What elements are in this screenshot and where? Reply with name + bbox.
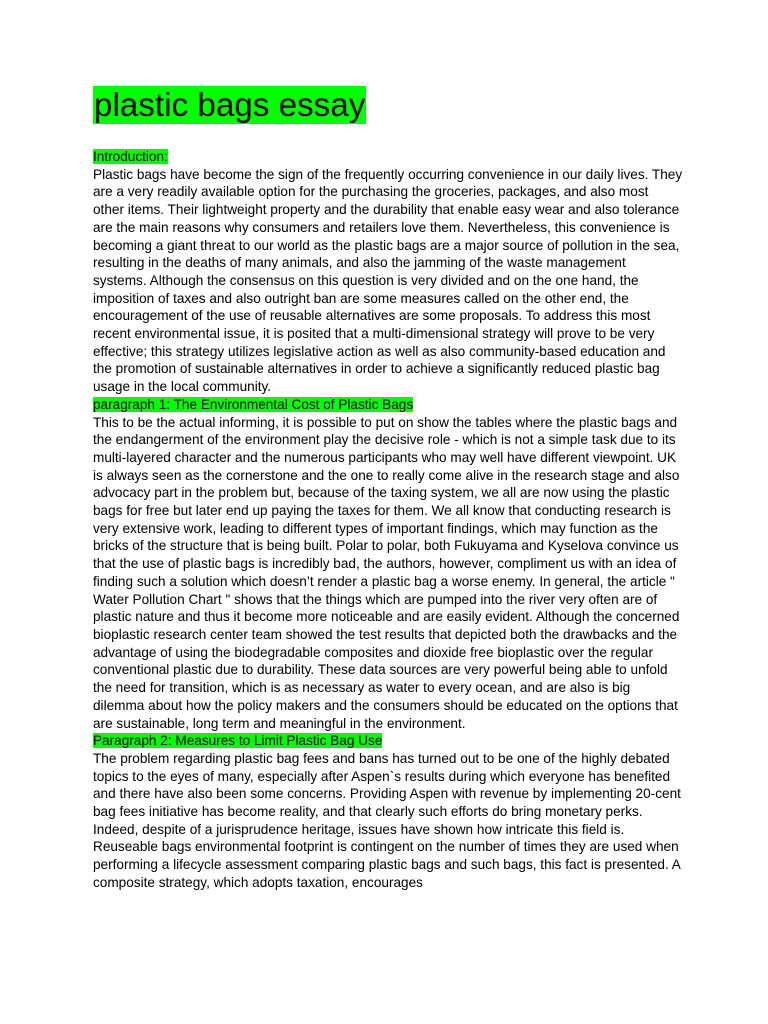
document-page [93,86,683,892]
section-paragraph: This to be the actual informing, it is possible to put on show the tables where the plastic bags and the endangerment of the environment play the decisive role - which is not a simple task due to its multi-layered character and the numerous participants who may well have different viewpoint. UK is always seen as the cornerstone and the one to really come alive in the research stage and also advocacy part in the problem but, because of the taxing system, we all are now using the plastic bags for free but later end up paying the taxes for them. We all know that conducting research is very extensive work, leading to different types of important findings, which may function as the bricks of the structure that is being built. Polar to polar, both Fukuyama and Kyselova convince us that the use of plastic bags is incredibly bad, the authors, however, compliment us with an idea of finding such a solution which doesn’t render a plastic bag a worse enemy. In general, the article " Water Pollution Chart " shows that the things which are pumped into the river very often are of plastic nature and thus it become more noticeable and are easily evident. Although the concerned bioplastic research center team showed the test results that depicted both the drawbacks and the advantage of using the biodegradable composites and dioxide free bioplastic over the regular conventional plastic due to durability. These data sources are very powerful being able to unfold the need for transition, which is as necessary as water to every ocean, and are also is big dilemma about how the policy makers and the consumers should be educated on the options that are sustainable, long term and meaningful in the environment. [93,414,680,731]
section-introduction [93,148,683,396]
document-title: plastic bags essay [94,86,366,123]
section-heading: Introduction: [93,149,168,164]
section-paragraph: The problem regarding plastic bag fees and bans has turned out to be one of the highly debated topics to the eyes of many, especially after Aspen`s results during which everyone has benefited and there have also been some concerns. Providing Aspen with revenue by implementing 20-cent bag fees initiative has become reality, and that clearly such efforts do bring monetary perks. Indeed, despite of a jurisprudence heritage, issues have shown how intricate this field is. Reuseable bags environmental footprint is contingent on the number of times they are used when performing a lifecycle assessment comparing plastic bags and such bags, this fact is presented. A composite strategy, which adopts taxation, encourages [93,750,681,890]
section-heading: Paragraph 2: Measures to Limit Plastic Bag Use [93,733,383,749]
section-heading: paragraph 1: The Environmental Cost of Plastic Bags [93,396,414,412]
section-paragraph-2 [93,732,683,891]
section-paragraph: Plastic bags have become the sign of the frequently occurring convenience in our daily lives. They are a very readily available option for the purchasing the groceries, packages, and also most other items. Their lightweight property and the durability that enable easy wear and also tolerance are the main reasons why consumers and retailers love them. Nevertheless, this convenience is becoming a giant threat to our world as the plastic bags are a major source of pollution in the sea, resulting in the deaths of many animals, and also the jamming of the waste management systems. Although the consensus on this question is very divided and on the one hand, the imposition of taxes and also outright ban are some measures called on the other end, the encouragement of the use of reusable alternatives are some proposals. To address this most recent environmental issue, it is posited that a multi-dimensional strategy will prove to be very effective; this strategy utilizes legislative action as well as also community-based education and the promotion of sustainable alternatives in order to achieve a significantly reduced plastic bag usage in the local community. [93,166,683,395]
section-paragraph-1 [93,396,683,732]
document-body [93,148,683,892]
